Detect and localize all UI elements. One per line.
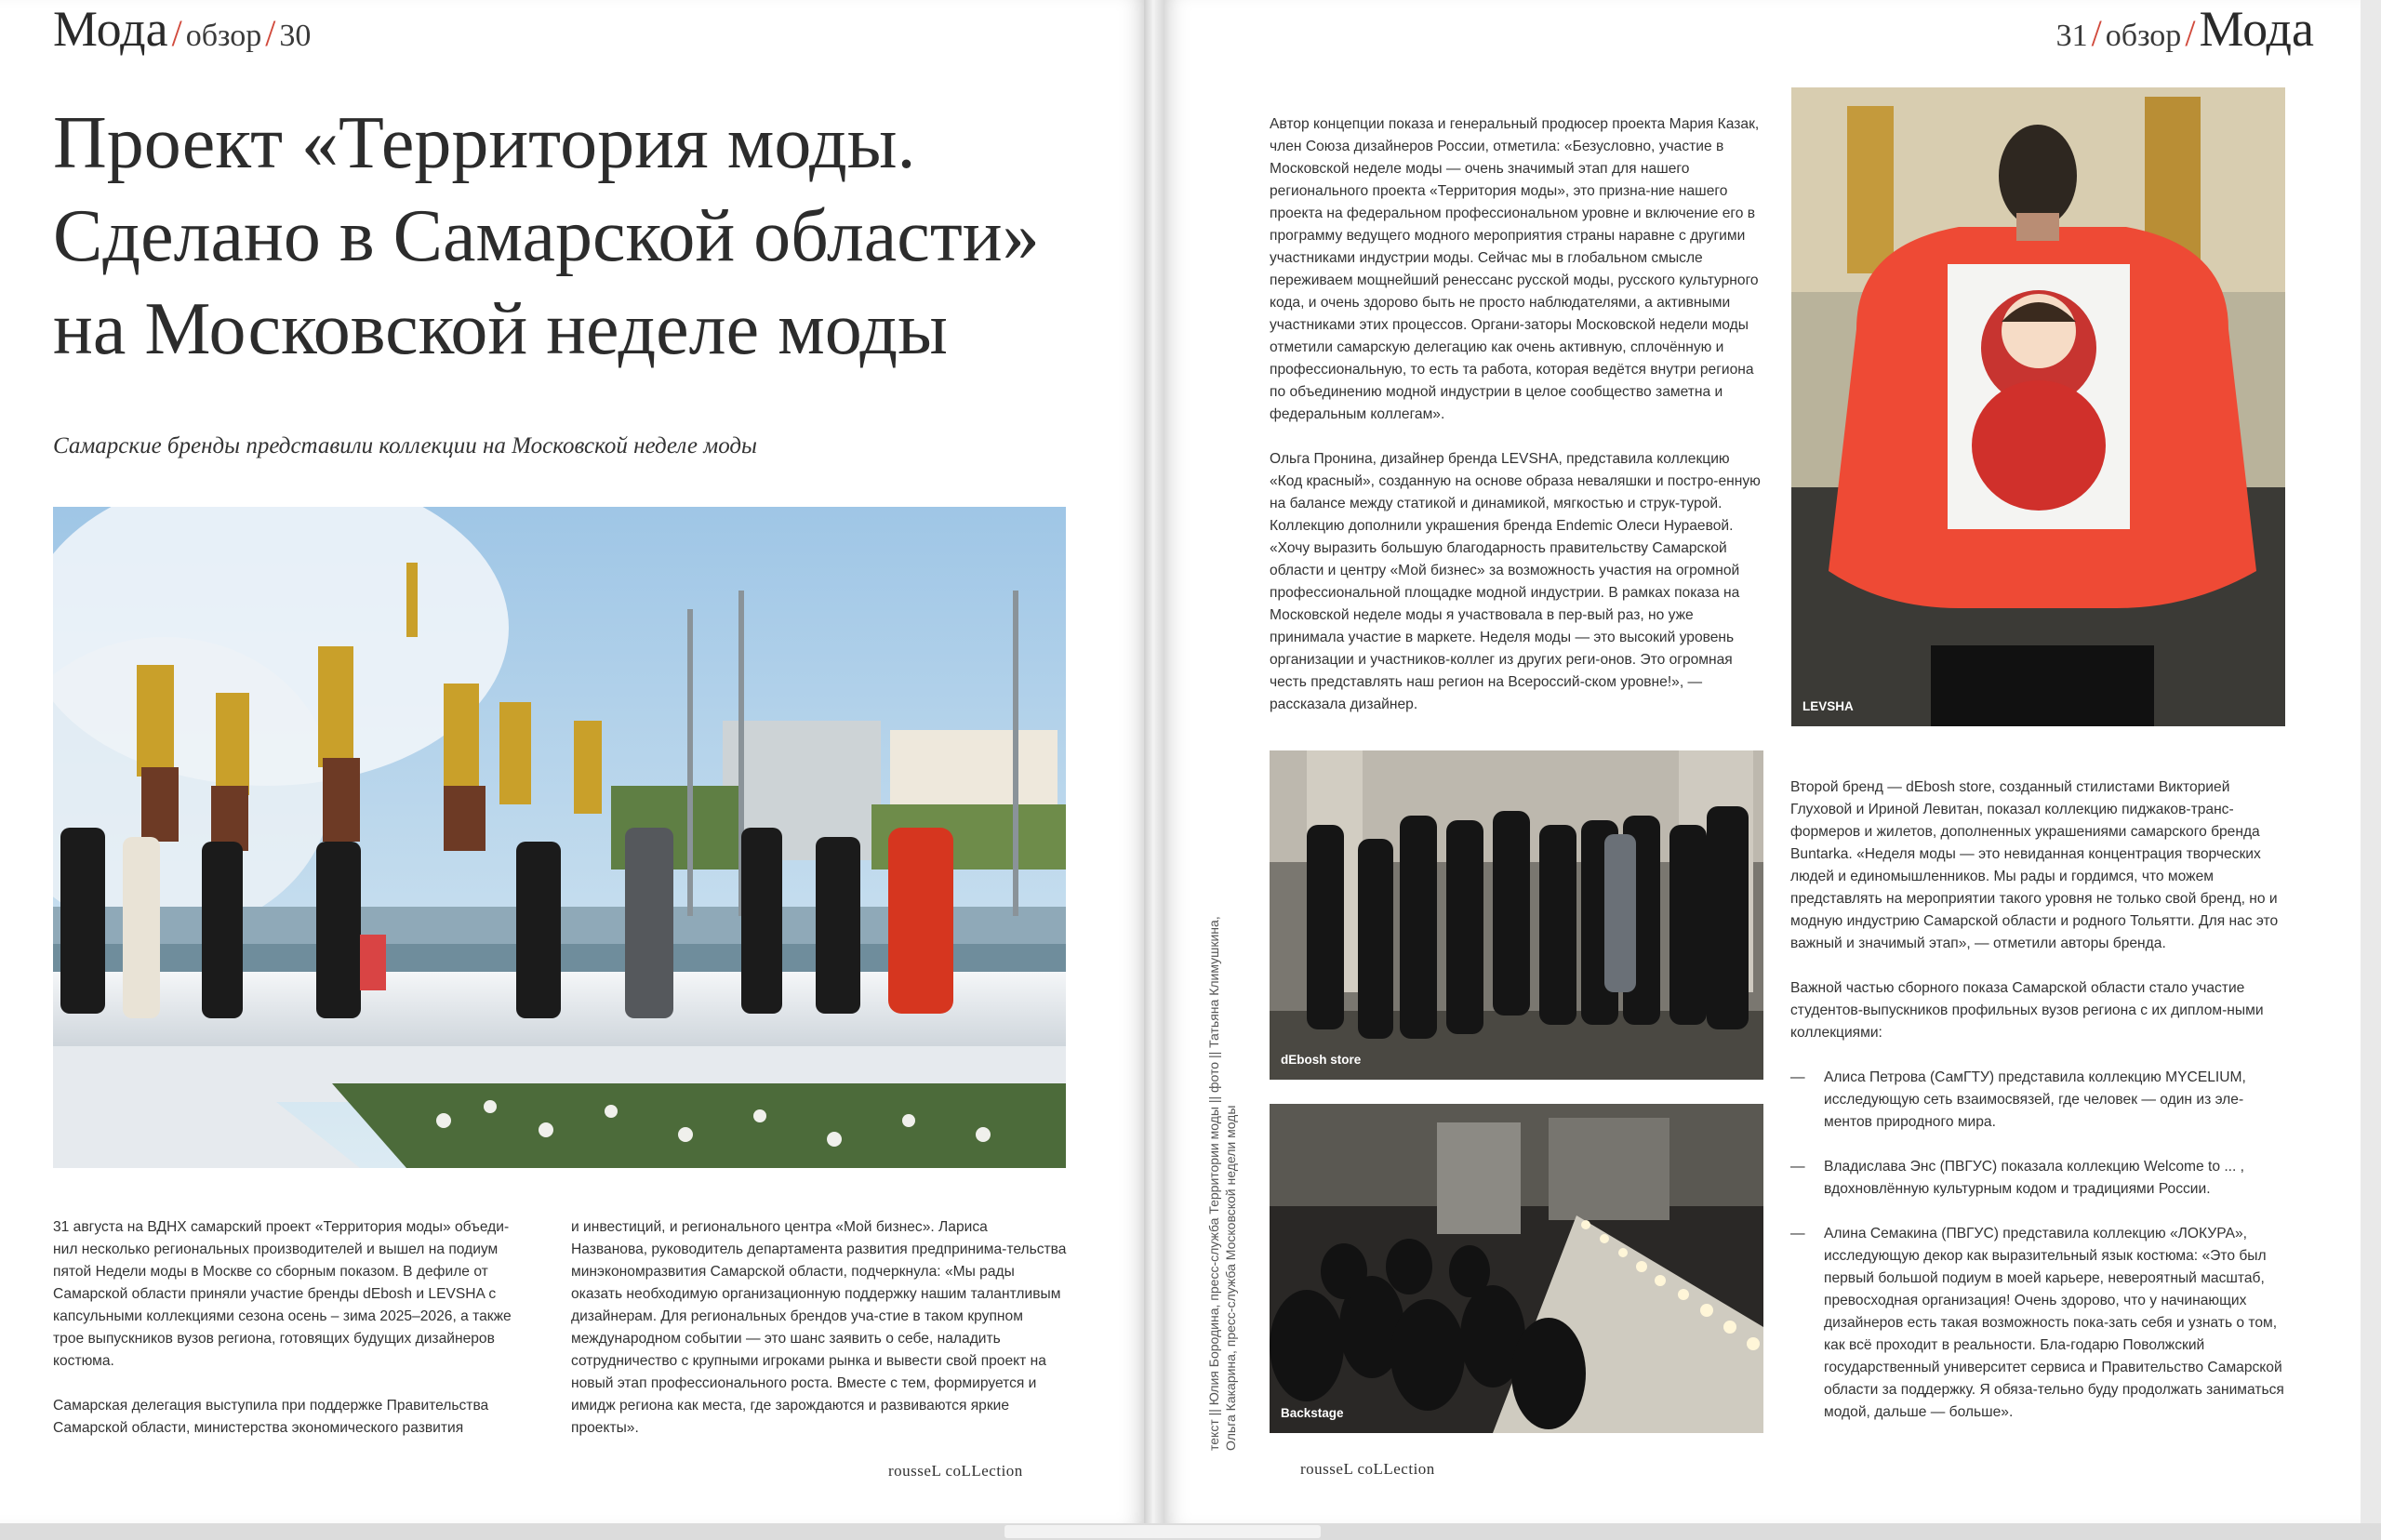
debosh-illustration	[1270, 750, 1763, 1080]
header-slash: /	[2185, 12, 2196, 54]
right-page	[1164, 0, 2361, 1523]
page-gutter	[1144, 0, 1164, 1523]
article-lead: Самарские бренды представили коллекции на Московской неделе моды	[53, 433, 757, 458]
page-number: 31	[2055, 19, 2088, 53]
paragraph: 31 августа на ВДНХ самарский проект «Территория моды» объеди-нил несколько региональных производителей и вышел на подиум пятой Недели моды в Москве со сборным показом. В дефиле от Самарской области приняли участие бренды dEbosh и LEVSHA с капсульными коллекциями сезона осень – зима 2025–2026, а также трое выпускников вузов региона, готовящих будущих дизайнеров костюма.	[53, 1219, 512, 1369]
photo-caption-backstage: Backstage	[1281, 1406, 1344, 1420]
paragraph: Важной частью сборного показа Самарской области стало участие студентов-выпускников профильных вузов региона с их диплом-ными коллекциями:	[1790, 980, 2264, 1041]
section-title: Мода	[53, 1, 168, 57]
left-column-2	[571, 1216, 1068, 1462]
list-item: — Алина Семакина (ПВГУС) представила коллекцию «ЛОКУРА», исследующую декор как выразительный язык костюма: «Это был первый большой подиум в моей карьере, невероятный масштаб, превосходная организация! Очень здорово, что у начинающих дизайнеров есть такая возможность пока-зать себя и узнать о том, как всё проходит в реальности. Бла-годарю Поволжский государственный университет сервиса и Правительство Самарской области за поддержку. Я обяза-тельно буду продолжать заниматься модой, дальше — больше».	[1790, 1223, 2285, 1424]
levsha-photo	[1791, 87, 2285, 726]
scroll-indicator[interactable]	[1004, 1525, 1321, 1538]
magazine-footer: rousseL coLLection	[1300, 1460, 1435, 1478]
title-line: Проект «Территория моды.	[53, 102, 916, 184]
runway-illustration	[53, 507, 1066, 1168]
levsha-illustration	[1791, 87, 2285, 726]
left-page	[0, 0, 1144, 1523]
backstage-illustration	[1270, 1104, 1763, 1433]
photo-caption-levsha: LEVSHA	[1802, 699, 1854, 713]
header-slash: /	[171, 12, 182, 54]
debosh-photo	[1270, 750, 1763, 1080]
paragraph: Ольга Пронина, дизайнер бренда LEVSHA, представила коллекцию «Код красный», созданную на основе образа неваляшки и постро-енную на балансе между статикой и динамикой, мягкостью и струк-турой. Коллекцию дополнили украшения бренда Endemic Олеси Нураевой. «Хочу выразить большую благодарность правительству Самарской области и центру «Мой бизнес» за возможность участия на огромной профессиональной площадке модной индустрии. В рамках показа на Московской неделе моды я участвовала в пер-вый раз, но уже принимала участие в маркете. Неделя моды — это высокий уровень организации и участников-коллег из других реги-онов. Это огромная честь представлять наш регион на Всероссий-ском уровне!», — рассказала дизайнер.	[1270, 451, 1761, 712]
title-line: на Московской неделе моды	[53, 288, 948, 370]
page-number: 30	[279, 19, 312, 53]
section-title: Мода	[2199, 1, 2314, 57]
photo-credits	[1205, 916, 1239, 1451]
paragraph: Самарская делегация выступила при поддержке Правительства Самарской области, министерства экономического развития	[53, 1398, 489, 1436]
photo-caption-debosh: dEbosh store	[1281, 1053, 1362, 1067]
right-intro-column	[1270, 113, 1761, 738]
list-item: — Владислава Энс (ПВГУС) показала коллекцию Welcome to ... , вдохновлённую культурным кодом и традициями России.	[1790, 1156, 2285, 1201]
magazine-footer: rousseL coLLection	[888, 1462, 1023, 1480]
left-column-1	[53, 1216, 532, 1462]
section-subtitle: обзор	[2105, 19, 2182, 53]
paragraph: Автор концепции показа и генеральный продюсер проекта Мария Казак, член Союза дизайнеров России, отметила: «Безусловно, участие в Московской неделе моды — очень значимый этап для нашего регионального проекта «Территория моды», это призна-ние нашего проекта на федеральном профессиональном уровне и включение его в программу ведущего модного мероприятия страны наравне с другими участниками индустрии моды. Сейчас мы в глобальном смысле переживаем мощнейший ренессанс русской моды, русского культурного кода, и очень здорово быть не просто наблюдателями, а активными участниками этих процессов. Органи-заторы Московской недели моды отметили самарскую делегацию как очень активную, сплочённую и профессиональную, то есть та работа, которая ведётся внутри региона по объединению модной индустрии в целое сообщество заметна и федеральным коллегам».	[1270, 116, 1760, 422]
right-column	[1790, 777, 2285, 1446]
article-title	[53, 97, 1123, 376]
backstage-photo	[1270, 1104, 1763, 1433]
right-page-header	[2056, 0, 2314, 58]
header-slash: /	[265, 12, 276, 54]
left-page-header	[53, 0, 311, 58]
list-item: — Алиса Петрова (СамГТУ) представила коллекцию MYCELIUM, исследующую сеть взаимосвязей, где человек — один из эле-ментов природного мира.	[1790, 1067, 2285, 1134]
title-line: Сделано в Самарской области»	[53, 195, 1040, 277]
paragraph: Второй бренд — dEbosh store, созданный стилистами Викторией Глуховой и Ириной Левитан, показал коллекцию пиджаков-транс-формеров и жилетов, дополненных украшениями самарского бренда Buntarka. «Неделя моды — это невиданная концентрация творческих людей и единомышленников. Мы рады и гордимся, что можем представлять на мероприятии такого уровня не только свой бренд, но и модную индустрию Самарской области и родного Тольятти. Для нас это важный и значимый этап», — отметили авторы бренда.	[1790, 779, 2279, 951]
graduates-list	[1790, 1067, 2285, 1424]
paragraph: и инвестиций, и регионального центра «Мой бизнес». Лариса Названова, руководитель департамента развития предпринима-тельства минэкономразвития Самарской области, подчеркнула: «Мы рады оказать необходимую организационную поддержку нашим талантливым дизайнерам. Для региональных брендов уча-стие в таком крупном международном событии — это шанс заявить о себе, наладить сотрудничество с крупными игроками рынка и вывести свой проект на новый этап профессионального роста. Вместе с тем, формируется и имидж региона как места, где зарождаются и развиваются яркие проекты».	[571, 1219, 1067, 1436]
header-slash: /	[2091, 12, 2102, 54]
runway-photo	[53, 507, 1066, 1168]
viewer-bottom-bar	[0, 1523, 2381, 1540]
section-subtitle: обзор	[185, 19, 262, 53]
credit-line: текст || Юлия Бородина, пресс-служба Территории моды || фото || Татьяна Климушкина,	[1206, 916, 1221, 1451]
credit-line: Ольга Какарина, пресс-служба Московской недели моды	[1223, 1105, 1238, 1451]
